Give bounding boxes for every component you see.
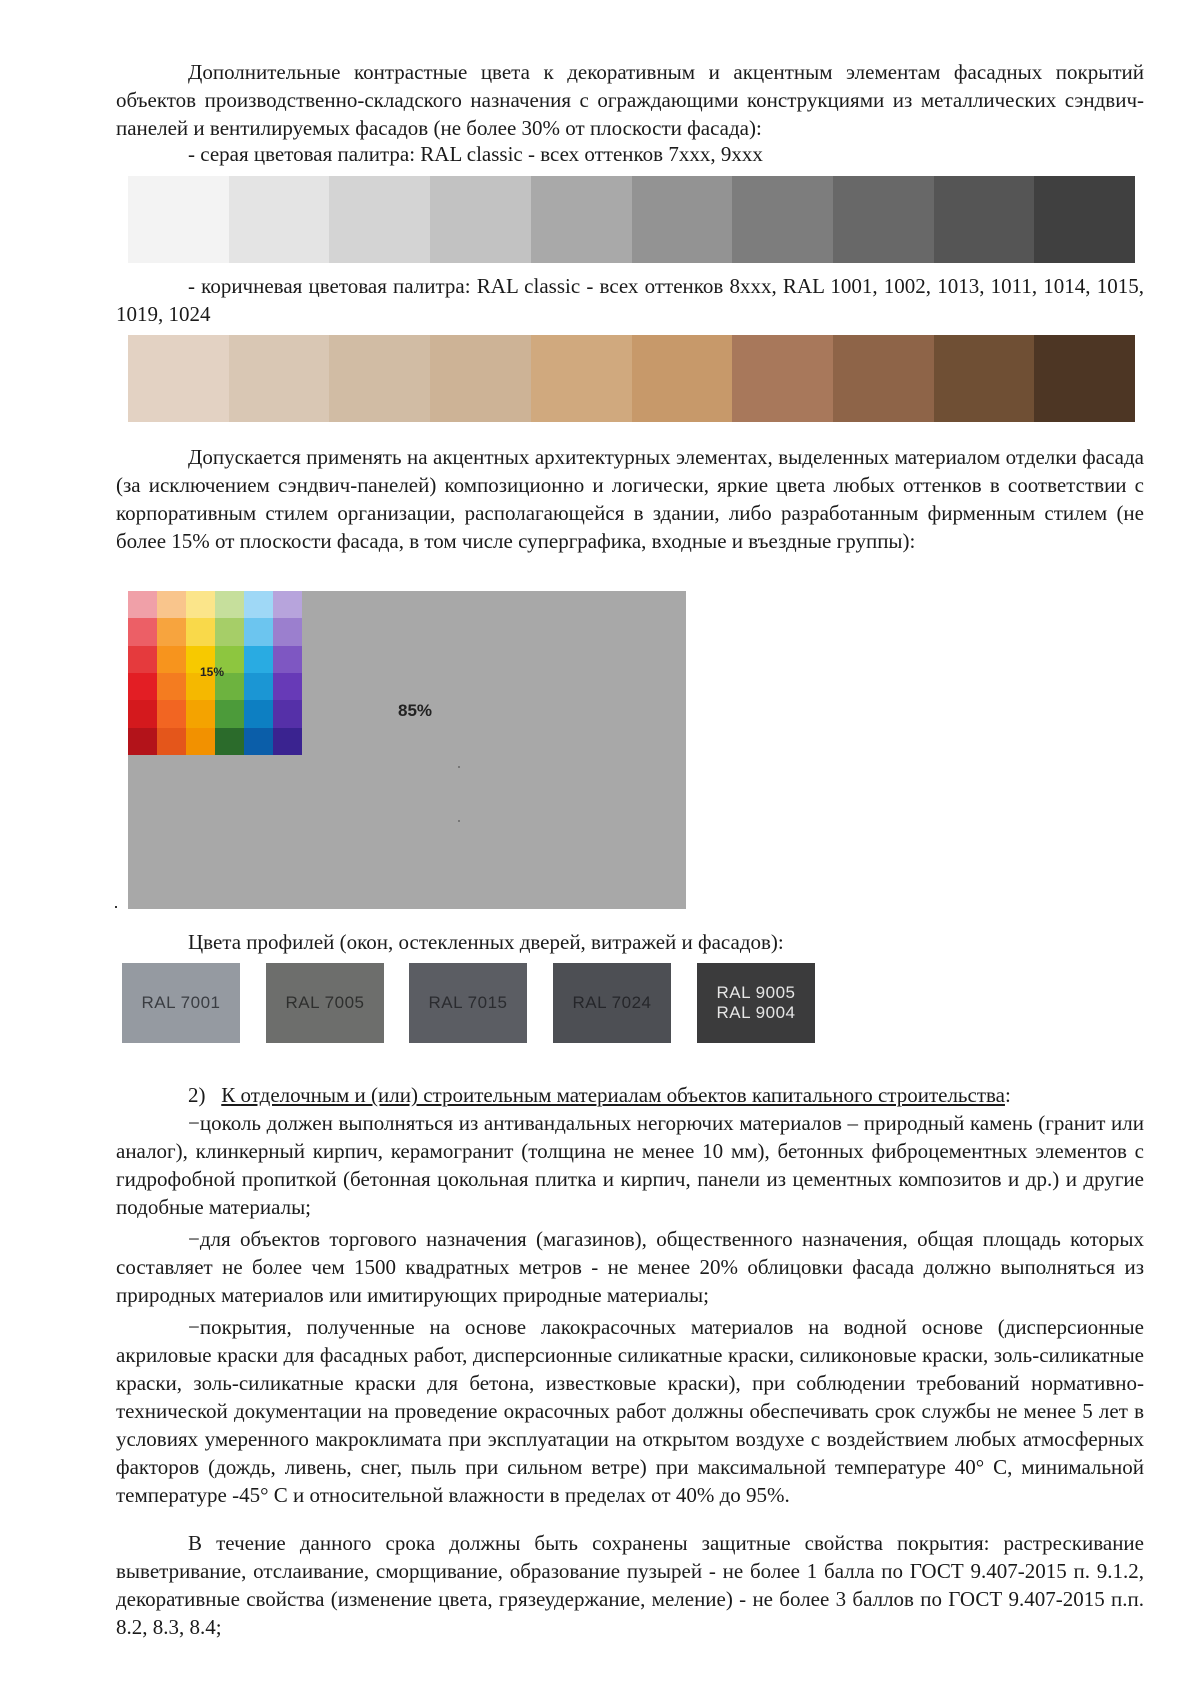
brown-swatch-4 — [430, 335, 531, 422]
gray-swatch-2 — [229, 176, 330, 263]
profile-color-code: RAL 9004 — [716, 1003, 796, 1022]
accent-share-label: 15% — [200, 665, 225, 679]
gray-swatch-8 — [833, 176, 934, 263]
accent-color-cell — [128, 618, 157, 645]
accent-color-cell — [157, 728, 186, 755]
item-text: −покрытия, полученные на основе лакокрасочных материалов на водной основе (дисперсионные акриловые краски для фасадных работ, дисперсионные силикатные краски, силиконовые краски, золь-силикатные краски, золь-силикатные краски для бетона, известковые краски), при соблюдении требований нормативно-технической документации на проведение окрасочных работ должны обеспечивать срок службы не менее 5 лет в условиях умеренного макроклимата при эксплуатации на открытом воздухе с воздействием любых атмосферных факторов (дождь, ливень, снег, пыль при сильном ветре) при максимальной температуре 40° С, минимальной температуре -45° С и относительной влажности в пределах от 40% до 95%. — [116, 1315, 1144, 1507]
gray-swatch-5 — [531, 176, 632, 263]
profile-color-swatch — [553, 963, 671, 1043]
profile-color-swatch — [122, 963, 240, 1043]
profile-color-swatch — [266, 963, 384, 1043]
gray-swatch-10 — [1034, 176, 1135, 263]
accent-color-cell — [186, 618, 215, 645]
accent-color-cell — [244, 673, 273, 700]
accent-color-cell — [157, 700, 186, 727]
profile-color-code: RAL 7024 — [572, 993, 652, 1012]
accent-color-cell — [273, 700, 302, 727]
speck — [458, 766, 460, 768]
accent-color-cell — [157, 591, 186, 618]
accent-color-cell — [273, 618, 302, 645]
brown-swatch-10 — [1034, 335, 1135, 422]
profile-color-code: RAL 7005 — [285, 993, 365, 1012]
item-text: −цоколь должен выполняться из антивандальных негорючих материалов – природный камень (гранит или аналог), клинкерный кирпич, керамогранит (толщина не менее 10 мм), бетонных фиброцементных элементов с гидрофобной пропиткой (бетонная цокольная плитка и кирпич, панели из цементных композитов и др.) и другие подобные материалы; — [116, 1111, 1144, 1219]
section-title-colon: : — [1004, 1083, 1011, 1107]
accent-color-cell — [157, 646, 186, 673]
accent-color-cell — [244, 618, 273, 645]
base-share-label: 85% — [398, 701, 433, 720]
accent-color-cell — [128, 591, 157, 618]
section-number: 2) — [188, 1083, 206, 1107]
brown-swatch-6 — [632, 335, 733, 422]
gray-swatch-7 — [732, 176, 833, 263]
accent-color-cell — [273, 646, 302, 673]
accent-color-cell — [215, 728, 244, 755]
accent-color-cell — [244, 591, 273, 618]
accent-color-cell — [186, 591, 215, 618]
accent-color-cell — [128, 646, 157, 673]
section-2-heading — [188, 1081, 1011, 1109]
intro-text: Дополнительные контрастные цвета к декоративным и акцентным элементам фасадных покрытий объектов производственно-складского назначения с ограждающими конструкциями из металлических сэндвич-панелей и вентилируемых фасадов (не более 30% от плоскости фасада): — [116, 60, 1144, 140]
brown-swatch-5 — [531, 335, 632, 422]
profile-color-code: RAL 9005 — [716, 983, 796, 1002]
brown-palette-label — [116, 272, 1144, 328]
accent-color-cell — [244, 728, 273, 755]
final-text: В течение данного срока должны быть сохранены защитные свойства покрытия: растрескивание выветривание, отслаивание, сморщивание, образование пузырей - не более 1 балла по ГОСТ 9.407-2015 п. 9.1.2, декоративные свойства (изменение цвета, грязеудержание, меление) - не более 3 баллов по ГОСТ 9.407-2015 п.п. 8.2, 8.3, 8.4; — [116, 1531, 1144, 1639]
accent-color-cell — [215, 618, 244, 645]
speck — [115, 906, 117, 908]
item-text: −для объектов торгового назначения (магазинов), общественного назначения, общая площадь которых составляет не более чем 1500 квадратных метров - не менее 20% облицовки фасада должно выполняться из природных материалов или имитирующих природные материалы; — [116, 1227, 1144, 1307]
section-2-item-2 — [116, 1225, 1144, 1309]
accent-color-cell — [244, 646, 273, 673]
brown-swatch-9 — [934, 335, 1035, 422]
accent-color-cell — [128, 728, 157, 755]
accent-color-cell — [273, 591, 302, 618]
brown-swatch-8 — [833, 335, 934, 422]
accent-color-cell — [215, 700, 244, 727]
accent-paragraph — [116, 443, 1144, 555]
section-2-item-3 — [116, 1313, 1144, 1509]
gray-palette-label: - серая цветовая палитра: RAL classic - всех оттенков 7xxx, 9xxx — [188, 142, 763, 166]
accent-color-cell — [128, 700, 157, 727]
accent-color-cell — [186, 728, 215, 755]
accent-color-cell — [186, 700, 215, 727]
accent-color-cell — [273, 673, 302, 700]
accent-color-cell — [244, 700, 273, 727]
gray-swatch-3 — [329, 176, 430, 263]
brown-swatch-2 — [229, 335, 330, 422]
profile-color-code: RAL 7001 — [141, 993, 221, 1012]
intro-paragraph — [116, 58, 1144, 142]
accent-color-cell — [273, 728, 302, 755]
facade-proportion-mockup — [128, 591, 686, 909]
section-2-final-paragraph — [116, 1529, 1144, 1641]
profiles-heading: Цвета профилей (окон, остекленных дверей, витражей и фасадов): — [188, 930, 784, 954]
speck — [458, 820, 460, 822]
section-title: К отделочным и (или) строительным материалам объектов капитального строительства — [221, 1083, 1005, 1107]
section-2-item-1 — [116, 1109, 1144, 1221]
gray-palette-swatches — [128, 176, 1135, 263]
accent-color-cell — [215, 591, 244, 618]
accent-color-cell — [128, 673, 157, 700]
profile-color-code: RAL 7015 — [428, 993, 508, 1012]
accent-color-cell — [157, 673, 186, 700]
profile-color-swatch — [697, 963, 815, 1043]
gray-swatch-1 — [128, 176, 229, 263]
brown-swatch-3 — [329, 335, 430, 422]
accent-color-cell — [157, 618, 186, 645]
brown-palette-label-text: - коричневая цветовая палитра: RAL classic - всех оттенков 8xxx, RAL 1001, 1002, 1013, 1011, 1014, 1015, 1019, 1024 — [116, 274, 1144, 326]
profile-color-swatch — [409, 963, 527, 1043]
brown-swatch-1 — [128, 335, 229, 422]
gray-swatch-9 — [934, 176, 1035, 263]
gray-swatch-4 — [430, 176, 531, 263]
gray-swatch-6 — [632, 176, 733, 263]
accent-paragraph-text: Допускается применять на акцентных архитектурных элементах, выделенных материалом отделки фасада (за исключением сэндвич-панелей) композиционно и логически, яркие цвета любых оттенков в соответствии с корпоративным стилем организации, располагающейся в здании, либо разработанным фирменным стилем (не более 15% от плоскости фасада, в том числе суперграфика, входные и въездные группы): — [116, 445, 1144, 553]
brown-swatch-7 — [732, 335, 833, 422]
brown-palette-swatches — [128, 335, 1135, 422]
